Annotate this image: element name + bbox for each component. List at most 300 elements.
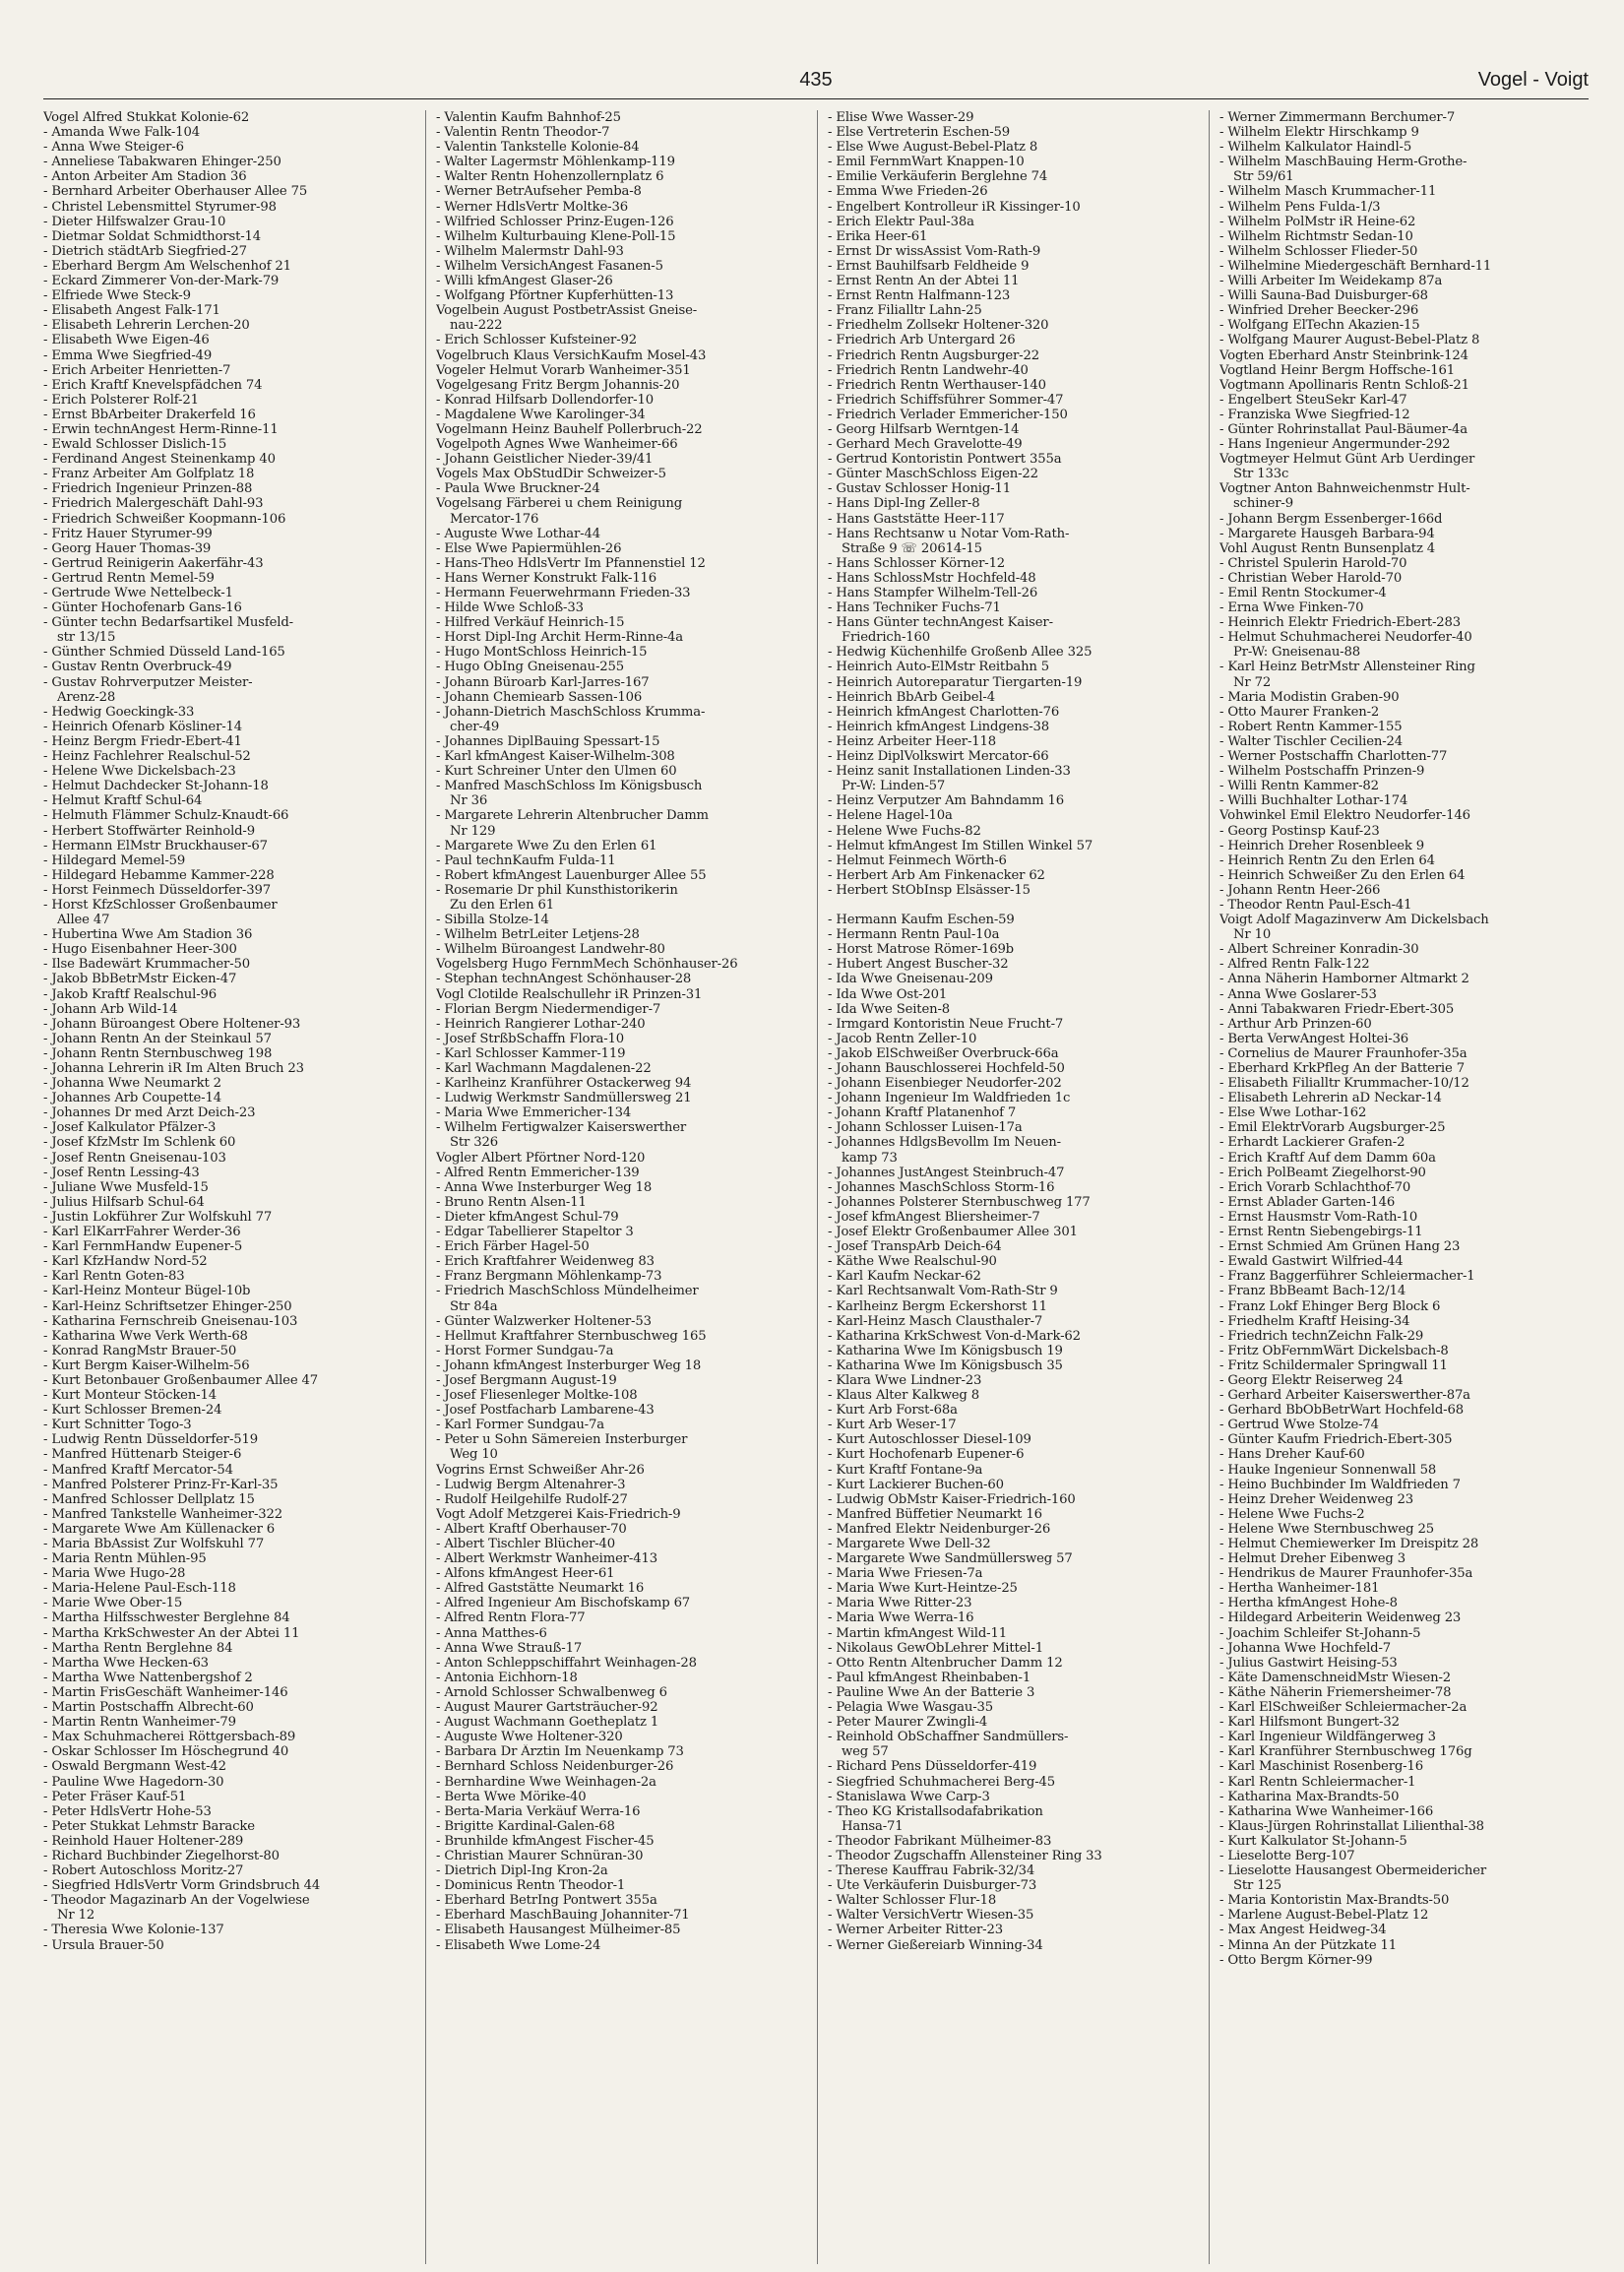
directory-entry: - Johannes JustAngest Steinbruch-47 (828, 1165, 1065, 1180)
directory-entry: - Johann Rentn Heer-266 (1219, 882, 1381, 898)
directory-entry: - Marie Wwe Ober-15 (43, 1596, 183, 1611)
directory-entry: - Bernhard Arbeiter Oberhauser Allee 75 (43, 184, 308, 200)
directory-entry: - Heinrich Elektr Friedrich-Ebert-283 (1219, 615, 1462, 631)
directory-entry: - Oswald Bergmann West-42 (43, 1759, 226, 1775)
directory-entry: - Heino Buchbinder Im Waldfrieden 7 (1219, 1477, 1461, 1492)
directory-entry: - Alfons kfmAngest Heer-61 (436, 1566, 615, 1582)
directory-entry-continuation: Mercator-176 (450, 511, 539, 527)
directory-entry: - Bernhardine Wwe Weinhagen-2a (436, 1774, 656, 1790)
directory-entry: - Ernst Schmied Am Grünen Hang 23 (1219, 1239, 1461, 1255)
directory-entry: - Klara Wwe Lindner-23 (828, 1372, 982, 1388)
directory-entry: - Robert Rentn Kammer-155 (1219, 719, 1403, 734)
directory-entry: - Christian Weber Harold-70 (1219, 570, 1403, 586)
directory-entry: - Jakob Kraftf Realschul-96 (43, 986, 217, 1002)
directory-entry: - Klaus Alter Kalkweg 8 (828, 1388, 979, 1404)
directory-entry: - Dietmar Soldat Schmidthorst-14 (43, 228, 262, 244)
directory-entry: Vohl August Rentn Bunsenplatz 4 (1219, 540, 1436, 556)
directory-entry: - Friedhelm Kraftf Heising-34 (1219, 1313, 1410, 1329)
directory-entry: - Franz Filialltr Lahn-25 (828, 303, 982, 319)
directory-entry: - Wilhelm Postschaffn Prinzen-9 (1219, 764, 1425, 780)
directory-entry: - Horst KfzSchlosser Großenbaumer (43, 897, 278, 913)
directory-entry: - Franz Bergmann Möhlenkamp-73 (436, 1269, 662, 1285)
directory-entry: - Alfred Gaststätte Neumarkt 16 (436, 1581, 645, 1597)
directory-entry: - Heinz Arbeiter Heer-118 (828, 733, 996, 749)
directory-entry: - Erich Kraftf Auf dem Damm 60a (1219, 1150, 1436, 1166)
directory-entry: - Ursula Brauer-50 (43, 1937, 164, 1953)
directory-entry: - Lieselotte Hausangest Obermeidericher (1219, 1863, 1487, 1879)
directory-entry: - Gertrud Kontoristin Pontwert 355a (828, 452, 1062, 468)
directory-entry: - Willi Arbeiter Im Weidekamp 87a (1219, 274, 1443, 289)
directory-entry: - Kurt Kraftf Fontane-9a (828, 1462, 983, 1478)
directory-entry: - Alfred Rentn Falk-122 (1219, 957, 1370, 973)
directory-entry: - Heinz Dreher Weidenweg 23 (1219, 1491, 1413, 1507)
directory-entry: - Anneliese Tabakwaren Ehinger-250 (43, 155, 281, 170)
directory-entry: - Hilde Wwe Schloß-33 (436, 600, 584, 616)
directory-entry: - Wilhelm Schlosser Flieder-50 (1219, 243, 1418, 259)
directory-entry: - Richard Buchbinder Ziegelhorst-80 (43, 1848, 280, 1863)
directory-entry: - Karl Heinz BetrMstr Allensteiner Ring (1219, 660, 1475, 675)
directory-entry: - Werner Arbeiter Ritter-23 (828, 1923, 1003, 1938)
directory-entry: - Karl KfzHandw Nord-52 (43, 1254, 208, 1270)
directory-entry: - Hans Schlosser Körner-12 (828, 555, 1006, 571)
directory-entry: - Hendrikus de Maurer Fraunhofer-35a (1219, 1566, 1473, 1582)
directory-entry: - Ernst BbArbeiter Drakerfeld 16 (43, 407, 256, 422)
directory-entry: - Martha Hilfsschwester Berglehne 84 (43, 1610, 290, 1626)
directory-entry: - Josef TranspArb Deich-64 (828, 1239, 1002, 1255)
directory-entry: - Ida Wwe Ost-201 (828, 986, 948, 1002)
directory-entry: - Josef Kalkulator Pfälzer-3 (43, 1120, 217, 1136)
directory-entry-continuation: Weg 10 (450, 1447, 498, 1463)
directory-entry: - Erich Schlosser Kufsteiner-92 (436, 333, 637, 348)
directory-entry: - Ernst Ablader Garten-146 (1219, 1194, 1396, 1210)
directory-entry: - Günter techn Bedarfsartikel Musfeld- (43, 615, 293, 631)
directory-entry: - Friedrich technZeichn Falk-29 (1219, 1328, 1424, 1344)
directory-entry: - Hilfred Verkäuf Heinrich-15 (436, 615, 625, 631)
directory-entry: - Helene Wwe Fuchs-2 (1219, 1506, 1365, 1522)
directory-entry: - Kurt Autoschlosser Diesel-109 (828, 1432, 1031, 1448)
directory-entry: - Erich Elektr Paul-38a (828, 214, 974, 229)
directory-entry-continuation: Nr 129 (450, 823, 496, 839)
directory-entry: - Berta Wwe Mörike-40 (436, 1789, 587, 1804)
directory-entry: - Friedrich Ingenieur Prinzen-88 (43, 481, 253, 497)
directory-entry: - Johann Schlosser Luisen-17a (828, 1120, 1023, 1136)
directory-entry: - Peter Maurer Zwingli-4 (828, 1715, 988, 1731)
directory-entry-continuation: nau-222 (450, 318, 503, 334)
directory-entry: - Wilhelmine Miedergeschäft Bernhard-11 (1219, 258, 1492, 274)
directory-entry: - Margarete Lehrerin Altenbrucher Damm (436, 808, 709, 824)
directory-entry: - Josef StrßbSchaffn Flora-10 (436, 1031, 624, 1046)
directory-entry: - Hans Gaststätte Heer-117 (828, 511, 1005, 527)
directory-entry: - Helene Hagel-10a (828, 808, 953, 824)
directory-entry: - Maria Rentn Mühlen-95 (43, 1551, 207, 1567)
directory-entry: - Anna Wwe Insterburger Weg 18 (436, 1179, 653, 1195)
directory-entry: - Konrad Hilfsarb Dollendorfer-10 (436, 392, 654, 408)
directory-entry: - Ernst Rentn Siebengebirgs-11 (1219, 1225, 1423, 1240)
directory-entry: - Werner HdlsVertr Moltke-36 (436, 199, 628, 215)
directory-entry: - Kurt Monteur Stöcken-14 (43, 1388, 217, 1404)
directory-entry: - Therese Kauffrau Fabrik-32/34 (828, 1863, 1035, 1879)
directory-entry: - Elfriede Wwe Steck-9 (43, 288, 191, 304)
directory-entry (828, 898, 1206, 913)
directory-entry: - Erich Polsterer Rolf-21 (43, 392, 199, 408)
directory-entry: - Heinrich Dreher Rosenbleek 9 (1219, 838, 1425, 853)
directory-entry: - Johanna Wwe Neumarkt 2 (43, 1076, 221, 1092)
directory-entry: Vogelsberg Hugo FernmMech Schönhauser-26 (436, 957, 738, 973)
directory-entry: - Katharina Max-Brandts-50 (1219, 1789, 1400, 1804)
directory-entry: - Ida Wwe Gneisenau-209 (828, 972, 993, 987)
directory-entry: - Julius Gastwirt Heising-53 (1219, 1655, 1398, 1671)
directory-entry: - Fritz Hauer Styrumer-99 (43, 526, 213, 541)
directory-entry: - Heinrich Auto-ElMstr Reitbahn 5 (828, 660, 1050, 675)
directory-entry: - Otto Rentn Altenbrucher Damm 12 (828, 1655, 1063, 1671)
directory-entry-continuation: Straße 9 ☏ 20614-15 (842, 540, 982, 556)
directory-entry: - Hermann Rentn Paul-10a (828, 927, 1000, 943)
directory-entry: - Martin Rentn Wanheimer-79 (43, 1715, 236, 1731)
directory-entry: - Friedrich MaschSchloss Mündelheimer (436, 1284, 699, 1299)
directory-entry: - Johannes Polsterer Sternbuschweg 177 (828, 1194, 1091, 1210)
directory-entry: - Eberhard BetrIng Pontwert 355a (436, 1893, 657, 1909)
directory-entry: - Manfred MaschSchloss Im Königsbusch (436, 779, 703, 794)
directory-entry: - Otto Bergm Körner-99 (1219, 1952, 1373, 1968)
directory-entry: - Peter Fräser Kauf-51 (43, 1789, 187, 1804)
directory-entry: - Franz BbBeamt Bach-12/14 (1219, 1284, 1406, 1299)
directory-entry: - Helene Wwe Sternbuschweg 25 (1219, 1521, 1434, 1537)
directory-entry-continuation: str 13/15 (57, 630, 116, 646)
directory-entry: - Heinrich kfmAngest Lindgens-38 (828, 719, 1050, 734)
directory-entry: - Erhardt Lackierer Grafen-2 (1219, 1135, 1405, 1151)
directory-entry: - Johann-Dietrich MaschSchloss Krumma- (436, 704, 706, 720)
directory-entry: Vogtland Heinr Bergm Hoffsche-161 (1219, 362, 1455, 378)
directory-entry: - Günter Hochofenarb Gans-16 (43, 600, 242, 616)
directory-entry: - Stanislawa Wwe Carp-3 (828, 1789, 990, 1804)
directory-entry: - Helmut Chemiewerker Im Dreispitz 28 (1219, 1537, 1479, 1551)
directory-entry-continuation: Zu den Erlen 61 (450, 897, 554, 913)
directory-entry: Vogrins Ernst Schweißer Ahr-26 (436, 1462, 645, 1478)
directory-entry: - Wilhelm Malermstr Dahl-93 (436, 243, 624, 259)
directory-entry: - Herbert Arb Am Finkenacker 62 (828, 867, 1045, 883)
directory-entry: - Johannes Dr med Arzt Deich-23 (43, 1105, 256, 1121)
directory-entry: - Albert Tischler Blücher-40 (436, 1537, 616, 1551)
directory-entry: - Theodor Zugschaffn Allensteiner Ring 33 (828, 1848, 1102, 1863)
directory-entry: - Peter u Sohn Sämereien Insterburger (436, 1432, 688, 1448)
directory-entry: - Paul kfmAngest Rheinbaben-1 (828, 1670, 1031, 1685)
directory-entry: - Karl ElKarrFahrer Werder-36 (43, 1225, 241, 1240)
directory-entry: - Hans Rechtsanw u Notar Vom-Rath- (828, 526, 1070, 541)
directory-entry: - Manfred Tankstelle Wanheimer-322 (43, 1506, 282, 1522)
directory-entry: - Hans Dreher Kauf-60 (1219, 1447, 1365, 1463)
directory-entry: - Gustav Rohrverputzer Meister- (43, 674, 253, 690)
directory-entry: - Maria BbAssist Zur Wolfskuhl 77 (43, 1537, 265, 1551)
directory-entry: - Amanda Wwe Falk-104 (43, 125, 200, 141)
directory-entry: - Theodor Rentn Paul-Esch-41 (1219, 897, 1412, 913)
directory-entry: - Reinhold ObSchaffner Sandmüllers- (828, 1730, 1069, 1745)
directory-entry: - Franziska Wwe Siegfried-12 (1219, 407, 1410, 422)
directory-entry: - Wolfgang ElTechn Akazien-15 (1219, 318, 1420, 334)
directory-entry: - Maria Wwe Kurt-Heintze-25 (828, 1581, 1018, 1597)
directory-entry: - Rudolf Heilgehilfe Rudolf-27 (436, 1491, 628, 1507)
directory-entry: - Helmut Kraftf Schul-64 (43, 793, 203, 809)
directory-entry-continuation: Str 125 (1233, 1878, 1281, 1894)
directory-entry: - Hugo MontSchloss Heinrich-15 (436, 645, 648, 661)
directory-entry: - Hauke Ingenieur Sonnenwall 58 (1219, 1462, 1437, 1478)
directory-entry: - Wilhelm Fertigwalzer Kaiserswerther (436, 1120, 687, 1136)
directory-entry: - Friedrich Malergeschäft Dahl-93 (43, 496, 264, 512)
directory-entry: - Ewald Gastwirt Wilfried-44 (1219, 1254, 1404, 1270)
directory-entry: - Emil ElektrVorarb Augsburger-25 (1219, 1120, 1446, 1136)
directory-entry: - Elisabeth Lehrerin Lerchen-20 (43, 318, 250, 334)
directory-entry: - Katharina Wwe Im Königsbusch 35 (828, 1357, 1063, 1373)
directory-entry: - Johann kfmAngest Insterburger Weg 18 (436, 1357, 702, 1373)
directory-entry: - Kurt Schreiner Unter den Ulmen 60 (436, 764, 677, 780)
directory-entry: - Emma Wwe Siegfried-49 (43, 347, 213, 363)
directory-entry: - Stephan technAngest Schönhauser-28 (436, 972, 692, 987)
directory-entry: - Alfred Rentn Emmericher-139 (436, 1165, 640, 1180)
directory-entry: - Gertrude Wwe Nettelbeck-1 (43, 586, 233, 600)
directory-entry: - Walter Lagermstr Möhlenkamp-119 (436, 155, 675, 170)
directory-entry: - Alfred Ingenieur Am Bischofskamp 67 (436, 1596, 691, 1611)
directory-entry: - Maria Wwe Emmericher-134 (436, 1105, 632, 1121)
directory-entry: - Auguste Wwe Lothar-44 (436, 526, 600, 541)
directory-entry: - Hertha kfmAngest Hohe-8 (1219, 1596, 1398, 1611)
directory-entry: - Jacob Rentn Zeller-10 (828, 1031, 977, 1046)
directory-entry: - Maria Wwe Ritter-23 (828, 1596, 972, 1611)
directory-entry: - Hildegard Arbeiterin Weidenweg 23 (1219, 1610, 1462, 1626)
directory-entry: - Engelbert SteuSekr Karl-47 (1219, 392, 1407, 408)
directory-entry: - Marlene August-Bebel-Platz 12 (1219, 1908, 1429, 1924)
directory-entry: - Friedrich Rentn Werthauser-140 (828, 377, 1046, 393)
directory-entry: - Franz Arbeiter Am Golfplatz 18 (43, 467, 255, 482)
directory-entry: - Siegfried HdlsVertr Vorm Grindsbruch 44 (43, 1878, 321, 1894)
directory-entry: - Hermann Kaufm Eschen-59 (828, 913, 1015, 928)
directory-entry: - Manfred Hüttenarb Steiger-6 (43, 1447, 242, 1463)
directory-entry: - Maria Wwe Werra-16 (828, 1610, 974, 1626)
directory-entry: - Wilhelm Büroangest Landwehr-80 (436, 942, 665, 958)
directory-entry: - Margarete Wwe Dell-32 (828, 1537, 991, 1551)
directory-entry: - Christian Maurer Schnüran-30 (436, 1848, 644, 1863)
directory-entry: - Karl Maschinist Rosenberg-16 (1219, 1759, 1423, 1775)
directory-entry: - Herbert StObInsp Elsässer-15 (828, 882, 1031, 898)
directory-entry: - Willi Rentn Kammer-82 (1219, 779, 1379, 794)
directory-entry: - Berta-Maria Verkäuf Werra-16 (436, 1803, 641, 1819)
directory-entry: - Walter Rentn Hohenzollernplatz 6 (436, 169, 664, 185)
directory-entry: - Johann Rentn Sternbuschweg 198 (43, 1045, 273, 1061)
directory-entry: - Katharina KrkSchwest Von-d-Mark-62 (828, 1328, 1081, 1344)
directory-entry: - Peter HdlsVertr Hohe-53 (43, 1803, 212, 1819)
directory-entry: - Karl-Heinz Schriftsetzer Ehinger-250 (43, 1298, 292, 1314)
directory-entry: - Dietrich Dipl-Ing Kron-2a (436, 1863, 608, 1879)
directory-entry: - Florian Bergm Niedermendiger-7 (436, 1001, 661, 1017)
directory-entry: - Josef Fliesenleger Moltke-108 (436, 1388, 638, 1404)
directory-entry: - Helmuth Flämmer Schulz-Knaudt-66 (43, 808, 289, 824)
directory-entry: - Elisabeth Filialltr Krummacher-10/12 (1219, 1076, 1469, 1092)
directory-entry-continuation: Str 133c (1233, 467, 1289, 482)
directory-entry: - Wilhelm BetrLeiter Letjens-28 (436, 927, 640, 943)
directory-entry-continuation: Nr 12 (57, 1908, 95, 1924)
directory-entry: - Herbert Stoffwärter Reinhold-9 (43, 823, 255, 839)
directory-entry: - Maria Modistin Graben-90 (1219, 689, 1400, 705)
directory-entry: - Kurt Betonbauer Großenbaumer Allee 47 (43, 1372, 319, 1388)
directory-entry: - Alfred Rentn Flora-77 (436, 1610, 586, 1626)
directory-entry: - Christel Spulerin Harold-70 (1219, 555, 1407, 571)
directory-entry: - Manfred Polsterer Prinz-Fr-Karl-35 (43, 1477, 279, 1492)
directory-entry: - Kurt Hochofenarb Eupener-6 (828, 1447, 1025, 1463)
directory-entry: - Karl Former Sundgau-7a (436, 1418, 604, 1433)
directory-entry: - Auguste Wwe Holtener-320 (436, 1730, 623, 1745)
directory-entry: - Horst Former Sundgau-7a (436, 1343, 614, 1358)
directory-entry: - Valentin Rentn Theodor-7 (436, 125, 610, 141)
directory-entry: - Günther Schmied Düsseld Land-165 (43, 645, 285, 661)
directory-entry: - Kurt Schlosser Bremen-24 (43, 1403, 222, 1419)
directory-entry: - Karlheinz Kranführer Ostackerweg 94 (436, 1076, 692, 1092)
directory-entry-continuation: Str 84a (450, 1298, 498, 1314)
directory-entry: - Ernst Rentn An der Abtei 11 (828, 274, 1020, 289)
directory-entry: - Minna An der Pützkate 11 (1219, 1937, 1398, 1953)
directory-entry: - Josef kfmAngest Bliersheimer-7 (828, 1209, 1040, 1225)
directory-entry-continuation: Pr-W: Linden-57 (842, 779, 946, 794)
directory-entry: - Wilfried Schlosser Prinz-Eugen-126 (436, 214, 674, 229)
directory-entry: - Dietrich städtArb Siegfried-27 (43, 243, 247, 259)
directory-entry: Vogtmann Apollinaris Rentn Schloß-21 (1219, 377, 1469, 393)
directory-entry: - Eckard Zimmerer Von-der-Mark-79 (43, 274, 280, 289)
directory-column-2 (425, 110, 814, 2264)
directory-entry: - Robert kfmAngest Lauenburger Allee 55 (436, 867, 707, 883)
directory-entry: - Rosemarie Dr phil Kunsthistorikerin (436, 882, 678, 898)
directory-entry: Vogels Max ObStudDir Schweizer-5 (436, 467, 666, 482)
page-number: 435 (799, 69, 833, 91)
directory-entry: - Kurt Arb Weser-17 (828, 1418, 957, 1433)
directory-entry: - Heinrich Rangierer Lothar-240 (436, 1016, 646, 1032)
directory-entry: Vohwinkel Emil Elektro Neudorfer-146 (1219, 808, 1470, 824)
directory-entry: - Walter Schlosser Flur-18 (828, 1893, 997, 1909)
directory-entry: - Georg Postinsp Kauf-23 (1219, 823, 1380, 839)
directory-entry: - August Wachmann Goetheplatz 1 (436, 1715, 659, 1731)
directory-entry: - Valentin Kaufm Bahnhof-25 (436, 110, 621, 125)
directory-entry: - Martin kfmAngest Wild-11 (828, 1625, 1007, 1641)
directory-entry: - Martin FrisGeschäft Wanheimer-146 (43, 1684, 288, 1700)
directory-entry: - Oskar Schlosser Im Höschegrund 40 (43, 1744, 289, 1760)
directory-entry: Vogten Eberhard Anstr Steinbrink-124 (1219, 347, 1468, 363)
directory-entry: - Anna Wwe Steiger-6 (43, 140, 184, 156)
directory-entry: Vogelbein August PostbetrAssist Gneise- (436, 303, 698, 319)
directory-entry: - Magdalene Wwe Karolinger-34 (436, 407, 646, 422)
directory-entry: - Erwin technAngest Herm-Rinne-11 (43, 421, 279, 437)
running-head: Vogel - Voigt (1477, 69, 1589, 91)
directory-entry: - Werner Gießereiarb Winning-34 (828, 1937, 1043, 1953)
directory-entry: - Johann Chemiearb Sassen-106 (436, 689, 643, 705)
directory-entry: - Heinrich Autoreparatur Tiergarten-19 (828, 674, 1083, 690)
directory-entry: - Georg Hilfsarb Werntgen-14 (828, 421, 1020, 437)
directory-entry: - Heinrich Rentn Zu den Erlen 64 (1219, 852, 1435, 868)
directory-entry: - Kurt Kalkulator St-Johann-5 (1219, 1833, 1407, 1849)
directory-entry: - Paul technKaufm Fulda-11 (436, 852, 616, 868)
directory-entry: - Karl-Heinz Masch Clausthaler-7 (828, 1313, 1043, 1329)
directory-entry: - Katharina Wwe Wanheimer-166 (1219, 1803, 1434, 1819)
directory-entry: - Hubert Angest Buscher-32 (828, 957, 1009, 973)
directory-entry: - Johanna Wwe Hochfeld-7 (1219, 1640, 1392, 1656)
directory-entry: - Maria-Helene Paul-Esch-118 (43, 1581, 236, 1597)
directory-entry: - Walter VersichVertr Wiesen-35 (828, 1908, 1034, 1924)
directory-entry: - Joachim Schleifer St-Johann-5 (1219, 1625, 1421, 1641)
directory-entry: - Friedrich Rentn Augsburger-22 (828, 347, 1039, 363)
directory-entry: - Erich Arbeiter Henrietten-7 (43, 362, 231, 378)
directory-entry: - Karl FernmHandw Eupener-5 (43, 1239, 243, 1255)
directory-entry: Vogler Albert Pförtner Nord-120 (436, 1150, 646, 1166)
directory-entry: - Max Schuhmacherei Röttgersbach-89 (43, 1730, 296, 1745)
directory-entry: - Wolfgang Pförtner Kupferhütten-13 (436, 288, 674, 304)
directory-entry: - Wilhelm Kulturbauing Klene-Poll-15 (436, 228, 676, 244)
directory-entry: - Josef Bergmann August-19 (436, 1372, 617, 1388)
directory-entry: - Günter Rohrinstallat Paul-Bäumer-4a (1219, 421, 1468, 437)
directory-entry: - Jakob BbBetrMstr Eicken-47 (43, 972, 237, 987)
directory-entry: - Elisabeth Wwe Eigen-46 (43, 333, 210, 348)
directory-entry: - Karl Ingenieur Wildfängerweg 3 (1219, 1730, 1436, 1745)
directory-entry: - Hans Dipl-Ing Zeller-8 (828, 496, 980, 512)
directory-entry: - Ilse Badewärt Krummacher-50 (43, 957, 250, 973)
directory-entry: - Elisabeth Lehrerin aD Neckar-14 (1219, 1091, 1442, 1106)
directory-entry: - Brunhilde kfmAngest Fischer-45 (436, 1833, 655, 1849)
directory-entry: - Lieselotte Berg-107 (1219, 1848, 1355, 1863)
directory-entry: - Katharina Wwe Im Königsbusch 19 (828, 1343, 1063, 1358)
directory-entry: - Hildegard Hebamme Kammer-228 (43, 867, 275, 883)
directory-entry: - Friedrich Arb Untergard 26 (828, 333, 1016, 348)
directory-entry: - Ludwig Werkmstr Sandmüllersweg 21 (436, 1091, 692, 1106)
directory-entry-continuation: Allee 47 (57, 913, 110, 928)
directory-entry-continuation: Nr 72 (1233, 674, 1272, 690)
directory-entry: - Karl-Heinz Monteur Bügel-10b (43, 1284, 251, 1299)
directory-entry: - Karl Rentn Goten-83 (43, 1269, 185, 1285)
directory-entry-continuation: Nr 10 (1233, 927, 1272, 943)
directory-entry: - Helmut Schuhmacherei Neudorfer-40 (1219, 630, 1472, 646)
directory-entry: - Hellmut Kraftfahrer Sternbuschweg 165 (436, 1328, 707, 1344)
directory-entry: - Albert Schreiner Konradin-30 (1219, 942, 1419, 958)
directory-entry: - Friedhelm Zollsekr Holtener-320 (828, 318, 1049, 334)
directory-entry: - Julius Hilfsarb Schul-64 (43, 1194, 205, 1210)
directory-entry: - Theodor Magazinarb An der Vogelwiese (43, 1893, 310, 1909)
directory-columns (43, 110, 1591, 2264)
directory-entry: - Margarete Wwe Zu den Erlen 61 (436, 838, 657, 853)
directory-entry: - Johann Arb Wild-14 (43, 1001, 178, 1017)
directory-entry: - Manfred Elektr Neidenburger-26 (828, 1521, 1051, 1537)
directory-entry: - Wilhelm Elektr Hirschkamp 9 (1219, 125, 1419, 141)
directory-entry: - Wilhelm Kalkulator Haindl-5 (1219, 140, 1412, 156)
directory-entry: - Walter Tischler Cecilien-24 (1219, 733, 1404, 749)
directory-entry: - Anni Tabakwaren Friedr-Ebert-305 (1219, 1001, 1455, 1017)
directory-entry: - Konrad RangMstr Brauer-50 (43, 1343, 237, 1358)
directory-entry: Vogtner Anton Bahnweichenmstr Hult- (1219, 481, 1470, 497)
directory-entry: - Emilie Verkäuferin Berglehne 74 (828, 169, 1048, 185)
directory-entry: - Ludwig ObMstr Kaiser-Friedrich-160 (828, 1491, 1076, 1507)
directory-entry: - Dieter kfmAngest Schul-79 (436, 1209, 619, 1225)
directory-entry: Vogelbruch Klaus VersichKaufm Mosel-43 (436, 347, 707, 363)
directory-entry: - Hedwig Goeckingk-33 (43, 704, 195, 720)
directory-entry: - Hans Günter technAngest Kaiser- (828, 615, 1053, 631)
directory-entry: - Helmut Dachdecker St-Johann-18 (43, 779, 269, 794)
directory-entry: - Anton Arbeiter Am Stadion 36 (43, 169, 247, 185)
directory-entry: - Nikolaus GewObLehrer Mittel-1 (828, 1640, 1043, 1656)
directory-entry: - Heinrich BbArb Geibel-4 (828, 689, 995, 705)
directory-entry: - Manfred Schlosser Dellplatz 15 (43, 1491, 255, 1507)
directory-entry: - Ida Wwe Seiten-8 (828, 1001, 950, 1017)
directory-entry: - Käte DamenschneidMstr Wiesen-2 (1219, 1670, 1452, 1685)
directory-entry-continuation: kamp 73 (842, 1150, 898, 1166)
directory-entry: - Else Wwe Papiermühlen-26 (436, 540, 622, 556)
directory-entry: - Ferdinand Angest Steinenkamp 40 (43, 452, 276, 468)
directory-entry-continuation: Str 326 (450, 1135, 498, 1151)
directory-entry: - Bernhard Schloss Neidenburger-26 (436, 1759, 674, 1775)
directory-entry: - Dominicus Rentn Theodor-1 (436, 1878, 626, 1894)
directory-entry: - Kurt Arb Forst-68a (828, 1403, 958, 1419)
directory-entry: - Karl Rentn Schleiermacher-1 (1219, 1774, 1416, 1790)
